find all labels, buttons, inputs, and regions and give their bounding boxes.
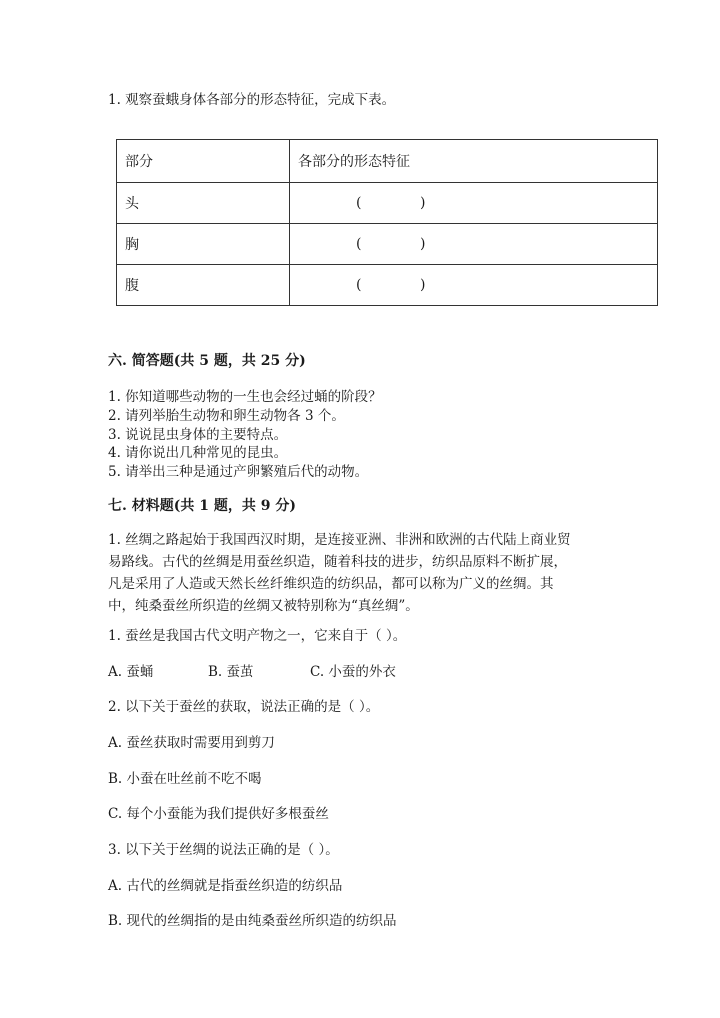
section7-title: 七. 材料题(共 1 题，共 9 分): [108, 498, 296, 514]
q2-stem: 2. 以下关于蚕丝的获取，说法正确的是（ ）。: [108, 699, 380, 715]
option-b[interactable]: B. 蚕茧: [208, 664, 254, 680]
passage-line: 1. 丝绸之路起始于我国西汉时期，是连接亚洲、非洲和欧洲的古代陆上商业贸: [108, 532, 571, 548]
option-a[interactable]: A. 古代的丝绸就是指蚕丝织造的纺织品: [108, 878, 343, 894]
passage-line: 凡是采用了人造或天然长丝纤维织造的纺织品，都可以称为广义的丝绸。其: [108, 576, 554, 592]
table-header-feature: 各部分的形态特征: [290, 140, 658, 183]
blank-close: ): [420, 277, 426, 293]
table-cell-answer[interactable]: [290, 224, 658, 265]
option-b[interactable]: B. 现代的丝绸指的是由纯桑蚕丝所织造的纺织品: [108, 913, 397, 929]
option-c[interactable]: C. 小蚕的外衣: [310, 664, 396, 680]
short-answer-question: 2. 请列举胎生动物和卵生动物各 3 个。: [108, 408, 345, 424]
q1-options: [108, 660, 396, 680]
blank-open: (: [356, 277, 362, 293]
q3-stem: 3. 以下关于丝绸的说法正确的是（ ）。: [108, 842, 339, 858]
option-c[interactable]: C. 每个小蚕能为我们提供好多根蚕丝: [108, 806, 329, 822]
table-cell-answer[interactable]: [290, 183, 658, 224]
table-question-intro: 1. 观察蚕蛾身体各部分的形态特征，完成下表。: [108, 92, 396, 108]
option-a[interactable]: A. 蚕丝获取时需要用到剪刀: [108, 735, 275, 751]
table-row: [117, 224, 658, 265]
section6-title: 六. 简答题(共 5 题，共 25 分): [108, 353, 306, 369]
table-header-part: 部分: [117, 140, 290, 183]
table-cell-part: 头: [117, 183, 290, 224]
blank-open: (: [356, 195, 362, 211]
table-cell-part: 腹: [117, 265, 290, 306]
option-b[interactable]: B. 小蚕在吐丝前不吃不喝: [108, 771, 262, 787]
body-parts-table: [116, 139, 658, 306]
table-cell-part: 胸: [117, 224, 290, 265]
table-row: [117, 183, 658, 224]
q1-stem: 1. 蚕丝是我国古代文明产物之一，它来自于（ ）。: [108, 628, 407, 644]
table-cell-answer[interactable]: [290, 265, 658, 306]
blank-close: ): [420, 195, 426, 211]
table-row: [117, 265, 658, 306]
material-passage: [108, 529, 608, 617]
short-answer-question: 3. 说说昆虫身体的主要特点。: [108, 427, 288, 443]
blank-open: (: [356, 236, 362, 252]
short-answer-question: 5. 请举出三种是通过产卵繁殖后代的动物。: [108, 464, 369, 480]
table-header-row: [117, 140, 658, 183]
short-answer-question: 1. 你知道哪些动物的一生也会经过蛹的阶段？: [108, 389, 382, 405]
passage-line: 易路线。古代的丝绸是用蚕丝织造，随着科技的进步，纺织品原料不断扩展，: [108, 554, 567, 570]
short-answer-question: 4. 请你说出几种常见的昆虫。: [108, 445, 288, 461]
option-a[interactable]: A. 蚕蛹: [108, 664, 154, 680]
blank-close: ): [420, 236, 426, 252]
passage-line: 中，纯桑蚕丝所织造的丝绸又被特别称为“真丝绸”。: [108, 598, 419, 614]
